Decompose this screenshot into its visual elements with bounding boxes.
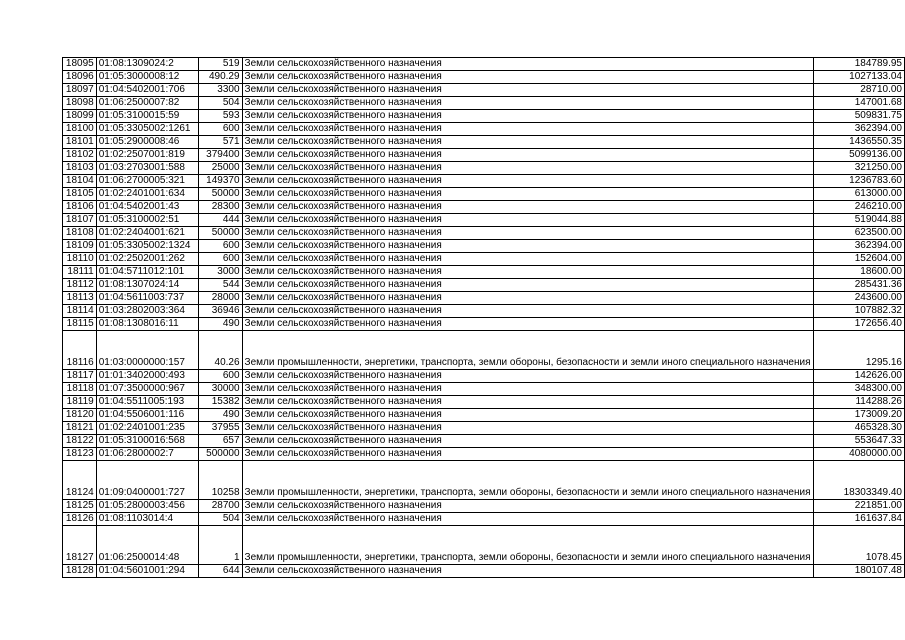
land-category: Земли сельскохозяйственного назначения — [242, 97, 813, 110]
row-number: 18095 — [63, 58, 97, 71]
cadastral-value: 5099136.00 — [813, 149, 904, 162]
land-category: Земли сельскохозяйственного назначения — [242, 435, 813, 448]
land-category: Земли сельскохозяйственного назначения — [242, 279, 813, 292]
land-category: Земли сельскохозяйственного назначения — [242, 422, 813, 435]
cadastral-value: 172656.40 — [813, 318, 904, 331]
table-row — [63, 435, 905, 448]
row-number: 18106 — [63, 201, 97, 214]
table-body — [63, 58, 905, 578]
land-category: Земли сельскохозяйственного назначения — [242, 162, 813, 175]
cadastral-value: 221851.00 — [813, 500, 904, 513]
cadastral-value: 114288.26 — [813, 396, 904, 409]
land-category: Земли промышленности, энергетики, транспорта, земли обороны, безопасности и земли иного специального назначения — [242, 331, 813, 370]
table-row — [63, 162, 905, 175]
row-number: 18101 — [63, 136, 97, 149]
row-number: 18125 — [63, 500, 97, 513]
row-number: 18117 — [63, 370, 97, 383]
table-row — [63, 279, 905, 292]
row-number: 18102 — [63, 149, 97, 162]
land-category: Земли промышленности, энергетики, транспорта, земли обороны, безопасности и земли иного специального назначения — [242, 526, 813, 565]
table-row — [63, 513, 905, 526]
cadastral-value: 509831.75 — [813, 110, 904, 123]
area-cell: 149370 — [198, 175, 242, 188]
cadastral-value: 173009.20 — [813, 409, 904, 422]
area-cell: 600 — [198, 123, 242, 136]
cadastral-value: 613000.00 — [813, 188, 904, 201]
cadastral-value: 184789.95 — [813, 58, 904, 71]
area-cell: 50000 — [198, 227, 242, 240]
cadastral-number: 01:02:2401001:634 — [96, 188, 198, 201]
table-row — [63, 136, 905, 149]
area-cell: 3000 — [198, 266, 242, 279]
table-row — [63, 149, 905, 162]
row-number: 18109 — [63, 240, 97, 253]
cadastral-value: 243600.00 — [813, 292, 904, 305]
land-category: Земли сельскохозяйственного назначения — [242, 188, 813, 201]
row-number: 18098 — [63, 97, 97, 110]
cadastral-value: 1236783.60 — [813, 175, 904, 188]
area-cell: 37955 — [198, 422, 242, 435]
area-cell: 644 — [198, 565, 242, 578]
cadastral-value: 246210.00 — [813, 201, 904, 214]
area-cell: 25000 — [198, 162, 242, 175]
table-row — [63, 71, 905, 84]
table-row — [63, 422, 905, 435]
area-cell: 657 — [198, 435, 242, 448]
land-category: Земли сельскохозяйственного назначения — [242, 396, 813, 409]
cadastral-number: 01:04:5506001:116 — [96, 409, 198, 422]
table-row — [63, 565, 905, 578]
land-category: Земли сельскохозяйственного назначения — [242, 370, 813, 383]
row-number: 18118 — [63, 383, 97, 396]
cadastral-value: 1295.16 — [813, 331, 904, 370]
table-row — [63, 461, 905, 500]
row-number: 18120 — [63, 409, 97, 422]
cadastral-number: 01:02:2404001:621 — [96, 227, 198, 240]
land-category: Земли сельскохозяйственного назначения — [242, 253, 813, 266]
land-category: Земли сельскохозяйственного назначения — [242, 214, 813, 227]
cadastral-number: 01:09:0400001:727 — [96, 461, 198, 500]
area-cell: 571 — [198, 136, 242, 149]
cadastral-number: 01:07:3500000:967 — [96, 383, 198, 396]
area-cell: 490 — [198, 409, 242, 422]
row-number: 18096 — [63, 71, 97, 84]
area-cell: 600 — [198, 370, 242, 383]
row-number: 18126 — [63, 513, 97, 526]
land-category: Земли сельскохозяйственного назначения — [242, 305, 813, 318]
area-cell: 593 — [198, 110, 242, 123]
table-row — [63, 331, 905, 370]
row-number: 18124 — [63, 461, 97, 500]
cadastral-number: 01:04:5611003:737 — [96, 292, 198, 305]
cadastral-number: 01:05:2800003:456 — [96, 500, 198, 513]
land-category: Земли сельскохозяйственного назначения — [242, 110, 813, 123]
table-row — [63, 292, 905, 305]
cadastral-value: 1078.45 — [813, 526, 904, 565]
area-cell: 490 — [198, 318, 242, 331]
table-row — [63, 305, 905, 318]
land-category: Земли сельскохозяйственного назначения — [242, 448, 813, 461]
row-number: 18100 — [63, 123, 97, 136]
area-cell: 15382 — [198, 396, 242, 409]
land-category: Земли сельскохозяйственного назначения — [242, 175, 813, 188]
cadastral-number: 01:03:2703001:588 — [96, 162, 198, 175]
cadastral-number: 01:03:2802003:364 — [96, 305, 198, 318]
land-category: Земли сельскохозяйственного назначения — [242, 500, 813, 513]
land-category: Земли сельскохозяйственного назначения — [242, 149, 813, 162]
cadastral-value: 519044.88 — [813, 214, 904, 227]
area-cell: 3300 — [198, 84, 242, 97]
cadastral-number: 01:06:2500007:82 — [96, 97, 198, 110]
row-number: 18113 — [63, 292, 97, 305]
cadastral-number: 01:08:1307024:14 — [96, 279, 198, 292]
cadastral-number: 01:02:2507001:819 — [96, 149, 198, 162]
area-cell: 1 — [198, 526, 242, 565]
table-row — [63, 383, 905, 396]
table-row — [63, 84, 905, 97]
land-category: Земли сельскохозяйственного назначения — [242, 58, 813, 71]
cadastral-number: 01:04:5402001:43 — [96, 201, 198, 214]
cadastral-value: 465328.30 — [813, 422, 904, 435]
row-number: 18110 — [63, 253, 97, 266]
area-cell: 28700 — [198, 500, 242, 513]
cadastral-number: 01:05:3000008:12 — [96, 71, 198, 84]
area-cell: 500000 — [198, 448, 242, 461]
area-cell: 600 — [198, 253, 242, 266]
area-cell: 600 — [198, 240, 242, 253]
cadastral-number: 01:04:5511005:193 — [96, 396, 198, 409]
cadastral-value: 107882.32 — [813, 305, 904, 318]
row-number: 18116 — [63, 331, 97, 370]
land-category: Земли сельскохозяйственного назначения — [242, 71, 813, 84]
cadastral-number: 01:05:2900008:46 — [96, 136, 198, 149]
cadastral-number: 01:08:1103014:4 — [96, 513, 198, 526]
cadastral-value: 321250.00 — [813, 162, 904, 175]
cadastral-number: 01:06:2800002:7 — [96, 448, 198, 461]
cadastral-value: 161637.84 — [813, 513, 904, 526]
row-number: 18123 — [63, 448, 97, 461]
area-cell: 10258 — [198, 461, 242, 500]
cadastral-value: 553647.33 — [813, 435, 904, 448]
row-number: 18112 — [63, 279, 97, 292]
table-row — [63, 409, 905, 422]
land-category: Земли сельскохозяйственного назначения — [242, 240, 813, 253]
area-cell: 28000 — [198, 292, 242, 305]
cadastral-number: 01:06:2700005:321 — [96, 175, 198, 188]
cadastral-number: 01:06:2500014:48 — [96, 526, 198, 565]
table-row — [63, 201, 905, 214]
cadastral-number: 01:05:3305002:1261 — [96, 123, 198, 136]
table-row — [63, 214, 905, 227]
row-number: 18107 — [63, 214, 97, 227]
cadastral-value: 152604.00 — [813, 253, 904, 266]
table-row — [63, 175, 905, 188]
table-row — [63, 526, 905, 565]
table-row — [63, 188, 905, 201]
cadastral-number: 01:02:2401001:235 — [96, 422, 198, 435]
cadastral-number: 01:05:3100002:51 — [96, 214, 198, 227]
land-category: Земли сельскохозяйственного назначения — [242, 84, 813, 97]
row-number: 18099 — [63, 110, 97, 123]
land-category: Земли сельскохозяйственного назначения — [242, 136, 813, 149]
cadastral-value: 4080000.00 — [813, 448, 904, 461]
area-cell: 40.26 — [198, 331, 242, 370]
row-number: 18097 — [63, 84, 97, 97]
area-cell: 444 — [198, 214, 242, 227]
cadastral-value: 362394.00 — [813, 240, 904, 253]
table-row — [63, 396, 905, 409]
cadastral-number: 01:05:3100016:568 — [96, 435, 198, 448]
cadastral-value: 142626.00 — [813, 370, 904, 383]
land-registry-table — [62, 57, 905, 578]
row-number: 18103 — [63, 162, 97, 175]
cadastral-value: 285431.36 — [813, 279, 904, 292]
row-number: 18105 — [63, 188, 97, 201]
land-category: Земли сельскохозяйственного назначения — [242, 201, 813, 214]
row-number: 18111 — [63, 266, 97, 279]
row-number: 18128 — [63, 565, 97, 578]
cadastral-number: 01:04:5601001:294 — [96, 565, 198, 578]
cadastral-number: 01:02:2502001:262 — [96, 253, 198, 266]
table-row — [63, 266, 905, 279]
cadastral-number: 01:04:5402001:706 — [96, 84, 198, 97]
table-row — [63, 253, 905, 266]
cadastral-value: 1436550.35 — [813, 136, 904, 149]
area-cell: 519 — [198, 58, 242, 71]
area-cell: 36946 — [198, 305, 242, 318]
land-category: Земли сельскохозяйственного назначения — [242, 513, 813, 526]
area-cell: 504 — [198, 97, 242, 110]
table-row — [63, 227, 905, 240]
cadastral-number: 01:05:3100015:59 — [96, 110, 198, 123]
land-category: Земли сельскохозяйственного назначения — [242, 318, 813, 331]
table-row — [63, 110, 905, 123]
cadastral-value: 362394.00 — [813, 123, 904, 136]
cadastral-number: 01:03:0000000:157 — [96, 331, 198, 370]
area-cell: 379400 — [198, 149, 242, 162]
cadastral-value: 1027133.04 — [813, 71, 904, 84]
row-number: 18121 — [63, 422, 97, 435]
table-row — [63, 58, 905, 71]
land-category: Земли сельскохозяйственного назначения — [242, 123, 813, 136]
land-category: Земли сельскохозяйственного назначения — [242, 292, 813, 305]
cadastral-number: 01:08:1308016:11 — [96, 318, 198, 331]
cadastral-value: 348300.00 — [813, 383, 904, 396]
table-row — [63, 500, 905, 513]
land-category: Земли сельскохозяйственного назначения — [242, 409, 813, 422]
land-category: Земли сельскохозяйственного назначения — [242, 565, 813, 578]
table-row — [63, 97, 905, 110]
row-number: 18108 — [63, 227, 97, 240]
row-number: 18115 — [63, 318, 97, 331]
table-row — [63, 370, 905, 383]
cadastral-value: 18303349.40 — [813, 461, 904, 500]
cadastral-number: 01:05:3305002:1324 — [96, 240, 198, 253]
area-cell: 50000 — [198, 188, 242, 201]
table-row — [63, 318, 905, 331]
row-number: 18127 — [63, 526, 97, 565]
cadastral-number: 01:04:5711012:101 — [96, 266, 198, 279]
cadastral-number: 01:08:1309024:2 — [96, 58, 198, 71]
cadastral-number: 01:01:3402000:493 — [96, 370, 198, 383]
table-row — [63, 448, 905, 461]
row-number: 18122 — [63, 435, 97, 448]
cadastral-value: 180107.48 — [813, 565, 904, 578]
land-category: Земли сельскохозяйственного назначения — [242, 227, 813, 240]
row-number: 18104 — [63, 175, 97, 188]
area-cell: 30000 — [198, 383, 242, 396]
land-category: Земли сельскохозяйственного назначения — [242, 266, 813, 279]
area-cell: 504 — [198, 513, 242, 526]
cadastral-value: 28710.00 — [813, 84, 904, 97]
area-cell: 544 — [198, 279, 242, 292]
table-row — [63, 123, 905, 136]
land-category: Земли промышленности, энергетики, транспорта, земли обороны, безопасности и земли иного специального назначения — [242, 461, 813, 500]
row-number: 18114 — [63, 305, 97, 318]
row-number: 18119 — [63, 396, 97, 409]
cadastral-value: 147001.68 — [813, 97, 904, 110]
area-cell: 490.29 — [198, 71, 242, 84]
table-row — [63, 240, 905, 253]
area-cell: 28300 — [198, 201, 242, 214]
land-category: Земли сельскохозяйственного назначения — [242, 383, 813, 396]
cadastral-value: 18600.00 — [813, 266, 904, 279]
cadastral-value: 623500.00 — [813, 227, 904, 240]
